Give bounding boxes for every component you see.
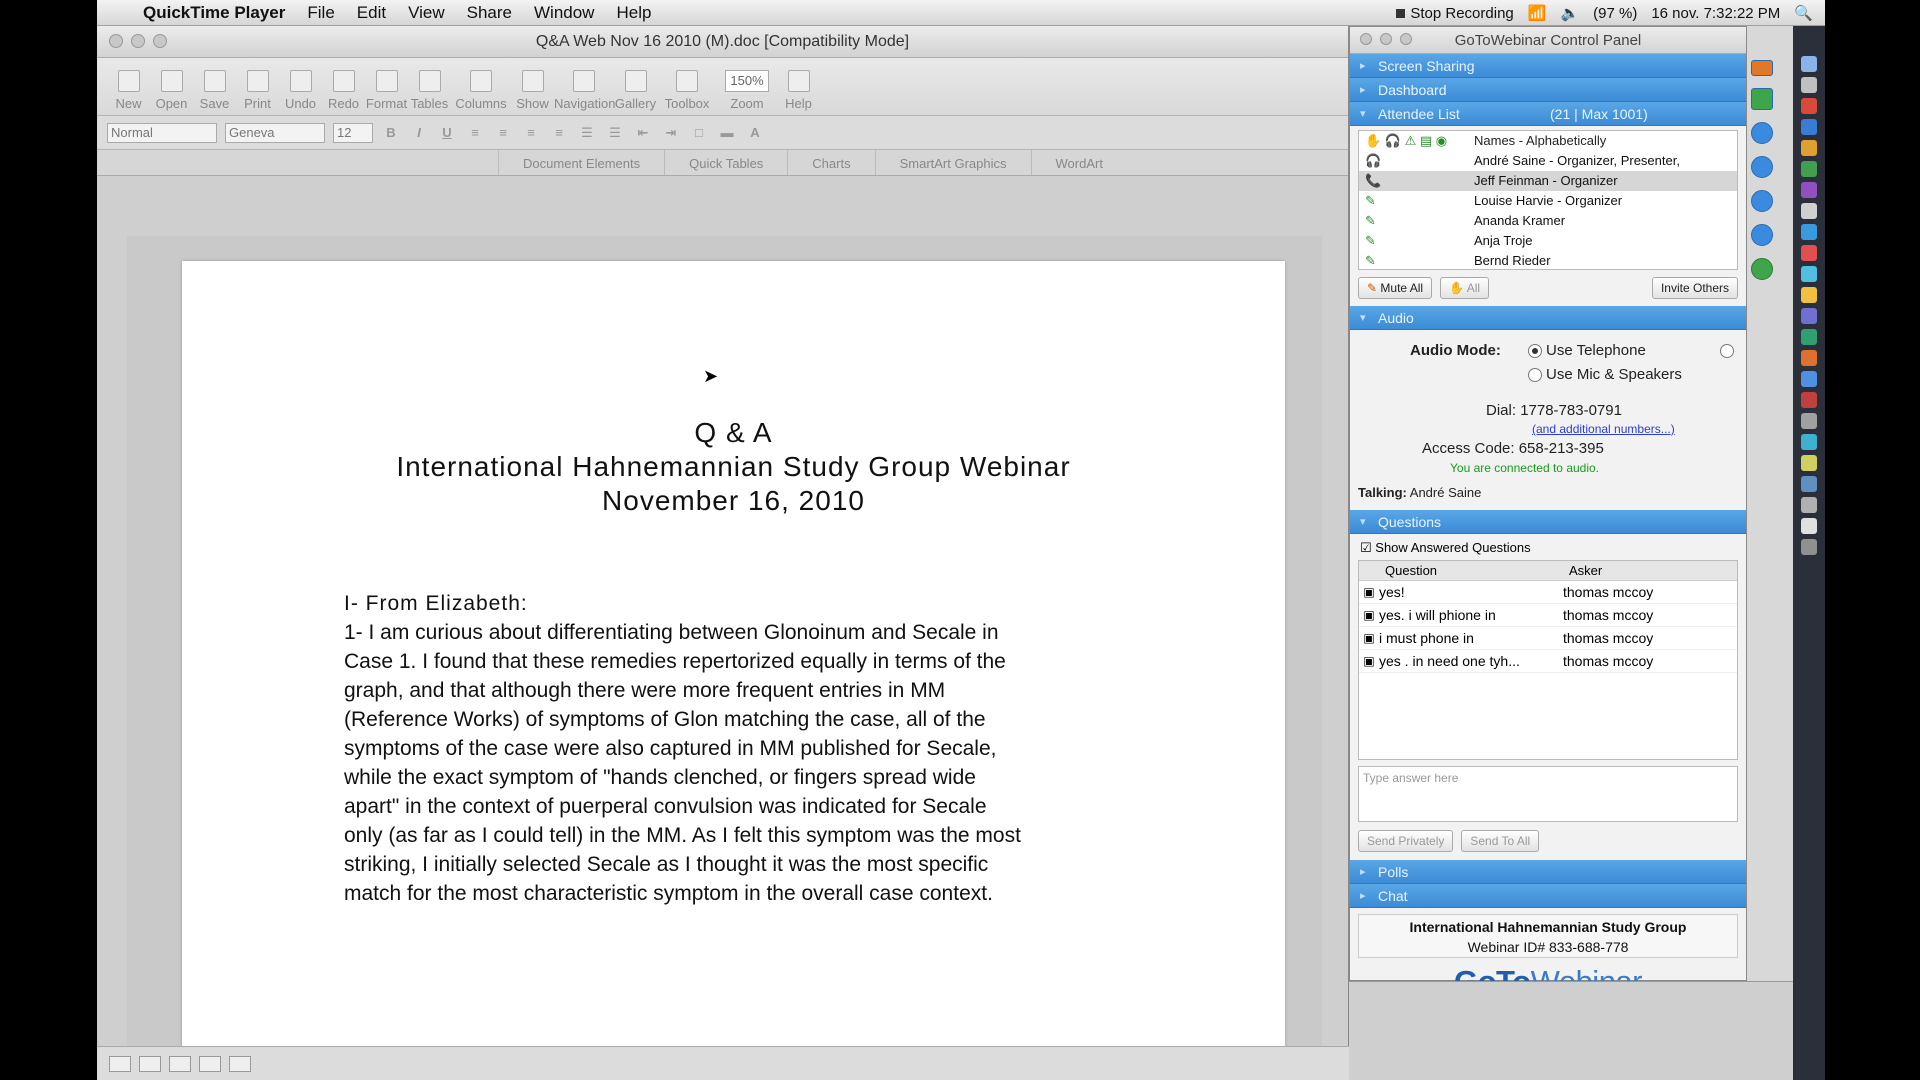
attendee-name: André Saine - Organizer, Presenter, xyxy=(1474,153,1680,168)
background-window xyxy=(1349,981,1793,1080)
pencil-icon: ✎ xyxy=(1365,233,1376,248)
app-icon[interactable] xyxy=(1801,140,1817,156)
webinar-info xyxy=(1358,914,1738,958)
help-icon xyxy=(788,70,810,92)
dial-number: 1778-783-0791 xyxy=(1520,402,1622,419)
doc-section-heading: I- From Elizabeth: xyxy=(344,592,528,615)
settings-circle-icon xyxy=(1720,344,1734,358)
question-icon: ▣ xyxy=(1363,631,1375,645)
gallery-icon xyxy=(625,70,647,92)
doc-line: 1- I am curious about differentiating between Glonoinum and Secale in xyxy=(344,621,999,644)
tab-charts[interactable]: Charts xyxy=(787,150,874,175)
app-icon[interactable] xyxy=(1801,350,1817,366)
highlight-icon[interactable]: ▬ xyxy=(720,125,734,140)
grab-tab-icon[interactable] xyxy=(1751,88,1773,110)
access-code-label: Access Code: xyxy=(1422,440,1515,457)
underline-icon[interactable]: U xyxy=(442,125,452,140)
question-icon: ▣ xyxy=(1363,608,1375,622)
save-disk-icon xyxy=(204,70,226,92)
questions-table[interactable] xyxy=(1358,560,1738,760)
format-label: Format xyxy=(365,96,408,111)
use-mic-radio[interactable] xyxy=(1528,366,1682,383)
talking-label: Talking: xyxy=(1358,485,1407,500)
menu-app-name[interactable]: QuickTime Player xyxy=(143,2,286,22)
gtw-zoom-button[interactable] xyxy=(1400,33,1412,45)
dial-info xyxy=(1486,402,1622,419)
pencil-icon: ✎ xyxy=(1365,213,1376,228)
questions-table-header xyxy=(1359,561,1737,581)
ribbon-tabs xyxy=(97,150,1348,176)
help-label: Help xyxy=(785,96,812,111)
question-row[interactable] xyxy=(1359,581,1737,604)
app-icon[interactable] xyxy=(1801,413,1817,429)
gotowebinar-panel xyxy=(1349,26,1747,981)
preferences-icon[interactable] xyxy=(1801,77,1817,93)
question-text: yes. i will phione in xyxy=(1379,607,1496,623)
document-heading xyxy=(182,416,1285,518)
app-icon[interactable] xyxy=(1801,266,1817,282)
tab-smartart[interactable]: SmartArt Graphics xyxy=(875,150,1031,175)
section-screen-sharing[interactable]: ▸ Screen Sharing xyxy=(1350,54,1746,78)
question-text: yes! xyxy=(1379,584,1405,600)
navigation-label: Navigation xyxy=(554,96,616,111)
question-text: i must phone in xyxy=(1379,630,1474,646)
save-label: Save xyxy=(199,96,230,111)
app-icon[interactable] xyxy=(1801,203,1817,219)
battery-status[interactable]: (97 %) xyxy=(1593,4,1638,22)
talking-indicator xyxy=(1358,485,1481,500)
new-document-icon xyxy=(118,70,140,92)
record-icon xyxy=(1396,9,1405,18)
tables-label: Tables xyxy=(410,96,449,111)
question-text: yes . in need one tyh... xyxy=(1379,653,1520,669)
app-icon[interactable] xyxy=(1801,161,1817,177)
toolbox-icon xyxy=(676,70,698,92)
doc-title-date: November 16, 2010 xyxy=(602,485,865,516)
use-mic-label: Use Mic & Speakers xyxy=(1546,366,1682,383)
undo-label: Undo xyxy=(284,96,317,111)
columns-icon xyxy=(470,70,492,92)
print-layout-view-button[interactable] xyxy=(199,1056,221,1072)
align-right-icon[interactable]: ≡ xyxy=(527,125,535,140)
question-asker: thomas mccoy xyxy=(1563,653,1654,669)
audio-panel xyxy=(1350,330,1746,510)
doc-line: apart" in the context of puerperal convulsion was indicated for Secale xyxy=(344,795,987,818)
col-asker[interactable]: Asker xyxy=(1569,563,1603,578)
navigation-pane-icon xyxy=(573,70,595,92)
open-label: Open xyxy=(155,96,188,111)
zoom-level[interactable]: 150% xyxy=(725,70,769,92)
app-icon[interactable] xyxy=(1801,308,1817,324)
app-icon[interactable] xyxy=(1801,392,1817,408)
undo-button[interactable] xyxy=(279,70,322,115)
align-left-icon[interactable]: ≡ xyxy=(471,125,479,140)
audio-settings-icon[interactable] xyxy=(1720,342,1738,359)
redo-button[interactable] xyxy=(322,70,365,115)
toolbox-label: Toolbox xyxy=(664,96,710,111)
draft-view-button[interactable] xyxy=(109,1056,131,1072)
header-spacer xyxy=(1359,561,1385,580)
question-icon: ▣ xyxy=(1363,654,1375,668)
app-icon[interactable] xyxy=(1801,182,1817,198)
send-privately-button[interactable]: Send Privately xyxy=(1358,830,1453,852)
section-attendee-list[interactable] xyxy=(1350,102,1746,126)
dock xyxy=(1793,26,1825,1080)
font-select[interactable]: Geneva xyxy=(225,123,325,143)
attendee-row[interactable] xyxy=(1359,191,1737,211)
outdent-icon[interactable]: ⇤ xyxy=(637,124,649,140)
question-row[interactable] xyxy=(1359,627,1737,650)
screen xyxy=(97,0,1825,1080)
sort-names-select[interactable]: Names - Alphabetically xyxy=(1474,133,1607,148)
finder-icon[interactable] xyxy=(1801,56,1817,72)
outline-view-button[interactable] xyxy=(139,1056,161,1072)
gallery-button[interactable] xyxy=(614,70,657,115)
wifi-icon[interactable]: 📶 xyxy=(1527,5,1547,22)
status-icon[interactable] xyxy=(1751,258,1773,280)
hand-icon: ✋ xyxy=(1449,281,1465,295)
gtw-title-bar xyxy=(1350,27,1746,54)
screen-icon[interactable] xyxy=(1751,156,1773,178)
all-button[interactable] xyxy=(1440,277,1489,299)
doc-line: only (as far as I could tell) in the MM. As I felt this symptom was the most xyxy=(344,824,1021,847)
redo-icon xyxy=(333,70,355,92)
spotlight-search-icon[interactable]: 🔍 xyxy=(1794,5,1813,22)
audio-connected-status: You are connected to audio. xyxy=(1450,461,1600,475)
italic-icon[interactable]: I xyxy=(417,125,421,140)
attendee-count: (21 | Max 1001) xyxy=(1550,106,1648,122)
attendee-row[interactable] xyxy=(1359,231,1737,251)
additional-numbers-link[interactable]: (and additional numbers...) xyxy=(1532,422,1675,436)
menubar xyxy=(97,0,1825,26)
answer-input[interactable]: Type answer here xyxy=(1358,766,1738,822)
gtw-title: GoToWebinar Control Panel xyxy=(1454,32,1642,49)
open-folder-icon xyxy=(161,70,183,92)
attendee-row[interactable] xyxy=(1359,151,1737,171)
attendee-list-label: Attendee List xyxy=(1378,106,1460,122)
checkbox-checked-icon: ☑ xyxy=(1360,540,1372,555)
access-code: 658-213-395 xyxy=(1518,440,1604,457)
stop-recording-label: Stop Recording xyxy=(1410,4,1514,22)
ruler-bar xyxy=(97,176,1348,208)
menu-help[interactable]: Help xyxy=(616,2,652,22)
document-title: Q&A Web Nov 16 2010 (M).doc [Compatibility Mode] xyxy=(535,33,910,50)
send-buttons xyxy=(1350,822,1746,860)
mouse-pointer-icon: ➤ xyxy=(703,366,719,386)
bold-icon[interactable]: B xyxy=(386,125,396,140)
question-asker: thomas mccoy xyxy=(1563,630,1654,646)
pencil-icon: ✎ xyxy=(1365,193,1376,208)
menu-edit[interactable]: Edit xyxy=(356,2,387,22)
doc-title-group: International Hahnemannian Study Group Webinar xyxy=(396,451,1071,482)
question-row[interactable] xyxy=(1359,650,1737,673)
app-icon[interactable] xyxy=(1801,434,1817,450)
mute-all-button[interactable] xyxy=(1358,277,1432,299)
radio-unselected-icon xyxy=(1528,368,1542,382)
use-telephone-label: Use Telephone xyxy=(1546,342,1646,359)
mute-all-label: Mute All xyxy=(1380,281,1424,295)
new-button[interactable] xyxy=(107,70,150,115)
attendee-table[interactable] xyxy=(1358,130,1738,270)
size-select[interactable]: 12 xyxy=(333,123,373,143)
radio-selected-icon xyxy=(1528,344,1542,358)
gtw-side-controls xyxy=(1749,60,1775,300)
attendee-name: Ananda Kramer xyxy=(1474,213,1566,228)
attendee-name: Bernd Rieder xyxy=(1474,253,1551,268)
app-icon[interactable] xyxy=(1801,224,1817,240)
collapse-panel-icon[interactable] xyxy=(1751,60,1773,76)
section-audio[interactable]: ▾ Audio xyxy=(1350,306,1746,330)
use-telephone-radio[interactable] xyxy=(1528,342,1646,359)
doc-line: symptoms of the case were also captured in MM published for Secale, xyxy=(344,737,997,760)
show-label: Show xyxy=(516,96,549,111)
zoom-window-button[interactable] xyxy=(153,34,167,48)
app-icon[interactable] xyxy=(1801,329,1817,345)
minimize-window-button[interactable] xyxy=(131,34,145,48)
menu-view[interactable]: View xyxy=(408,2,445,22)
print-label: Print xyxy=(244,96,271,111)
standard-toolbar xyxy=(97,58,1348,116)
attendee-table-header xyxy=(1359,131,1737,151)
format-brush-icon xyxy=(376,70,398,92)
trash-icon[interactable] xyxy=(1801,539,1817,555)
redo-label: Redo xyxy=(327,96,360,111)
gtw-minimize-button[interactable] xyxy=(1380,33,1392,45)
word-title-bar xyxy=(97,26,1348,58)
doc-line: graph, and that although there were more frequent entries in MM xyxy=(344,679,946,702)
attendee-row[interactable] xyxy=(1359,171,1737,191)
section-questions[interactable]: ▾ Questions xyxy=(1350,510,1746,534)
pencil-icon: ✎ xyxy=(1367,281,1378,295)
print-button[interactable] xyxy=(236,70,279,115)
show-answered-checkbox[interactable] xyxy=(1350,534,1746,560)
columns-button[interactable] xyxy=(451,70,511,115)
app-icon[interactable] xyxy=(1801,476,1817,492)
webcam-icon[interactable] xyxy=(1751,224,1773,246)
menubar-status xyxy=(1396,0,1813,26)
show-answered-label: Show Answered Questions xyxy=(1375,540,1531,555)
navigation-button[interactable] xyxy=(554,70,614,115)
table-icon xyxy=(419,70,441,92)
show-button[interactable] xyxy=(511,70,554,115)
doc-line: Case 1. I found that these remedies repertorized equally in terms of the xyxy=(344,650,1006,673)
document-page[interactable] xyxy=(182,261,1285,1080)
app-icon[interactable] xyxy=(1801,371,1817,387)
new-label: New xyxy=(115,96,142,111)
open-button[interactable] xyxy=(150,70,193,115)
attendee-row[interactable] xyxy=(1359,251,1737,270)
stop-recording-button[interactable] xyxy=(1396,5,1513,22)
question-row[interactable] xyxy=(1359,604,1737,627)
menu-file[interactable]: File xyxy=(307,2,335,22)
section-dashboard[interactable]: ▸ Dashboard xyxy=(1350,78,1746,102)
dial-label: Dial: xyxy=(1486,402,1517,419)
webinar-name: International Hahnemannian Study Group xyxy=(1409,919,1687,935)
question-asker: thomas mccoy xyxy=(1563,584,1654,600)
app-icon[interactable] xyxy=(1801,518,1817,534)
pause-icon[interactable] xyxy=(1751,122,1773,144)
pilcrow-icon xyxy=(522,70,544,92)
zoom-control[interactable] xyxy=(717,70,777,115)
doc-line: (Reference Works) of symptoms of Glon matching the case, all of the xyxy=(344,708,986,731)
style-select[interactable]: Normal xyxy=(107,123,217,143)
invite-others-button[interactable]: Invite Others xyxy=(1652,277,1738,299)
tab-quick-tables[interactable]: Quick Tables xyxy=(664,150,787,175)
attendee-name: Jeff Feinman - Organizer xyxy=(1474,173,1618,188)
gtw-close-button[interactable] xyxy=(1360,33,1372,45)
tables-button[interactable] xyxy=(408,70,451,115)
printer-icon xyxy=(247,70,269,92)
question-icon: ▣ xyxy=(1363,585,1375,599)
indent-icon[interactable]: ⇥ xyxy=(665,124,677,140)
attendee-row[interactable] xyxy=(1359,211,1737,231)
close-window-button[interactable] xyxy=(109,34,123,48)
attendee-name: Anja Troje xyxy=(1474,233,1533,248)
gallery-label: Gallery xyxy=(614,96,657,111)
col-question[interactable]: Question xyxy=(1385,563,1438,578)
font-color-icon[interactable]: A xyxy=(750,125,760,140)
undo-icon xyxy=(290,70,312,92)
document-scroll-area[interactable] xyxy=(127,236,1322,1066)
word-window xyxy=(97,26,1349,1080)
doc-line: match for the most characteristic symptom in the overall case context. xyxy=(344,882,993,905)
webinar-id: Webinar ID# 833-688-778 xyxy=(1467,939,1629,955)
notebook-view-button[interactable] xyxy=(229,1056,251,1072)
attendee-column-icons: ✋ 🎧 ⚠ ▤ ◉ xyxy=(1365,133,1448,148)
help-button[interactable] xyxy=(777,70,820,115)
window-controls xyxy=(109,34,167,48)
toolbox-button[interactable] xyxy=(657,70,717,115)
bullets-icon[interactable]: ☰ xyxy=(581,124,593,140)
talking-name: André Saine xyxy=(1409,485,1482,500)
align-center-icon[interactable]: ≡ xyxy=(499,125,507,140)
view-buttons-bar xyxy=(97,1046,1349,1080)
doc-line: striking, I initially selected Secale as I thought it was the most specific xyxy=(344,853,989,876)
app-icon[interactable] xyxy=(1801,119,1817,135)
clock[interactable]: 16 nov. 7:32:22 PM xyxy=(1651,4,1781,22)
pencil-icon: ✎ xyxy=(1365,253,1376,268)
menu-share[interactable]: Share xyxy=(466,2,512,22)
all-label: All xyxy=(1466,281,1481,295)
send-to-all-button[interactable]: Send To All xyxy=(1461,830,1539,852)
formatting-toolbar xyxy=(97,116,1348,150)
app-icon[interactable] xyxy=(1801,497,1817,513)
document-body xyxy=(344,589,1144,908)
save-button[interactable] xyxy=(193,70,236,115)
columns-label: Columns xyxy=(455,96,507,111)
tab-document-elements[interactable]: Document Elements xyxy=(498,150,664,175)
tab-wordart[interactable]: WordArt xyxy=(1031,150,1127,175)
attendee-actions xyxy=(1350,270,1746,306)
headset-icon: 🎧 xyxy=(1365,153,1382,168)
audio-mode-label: Audio Mode: xyxy=(1410,342,1501,359)
app-icon[interactable] xyxy=(1801,287,1817,303)
microphone-icon[interactable] xyxy=(1751,190,1773,212)
menu-window[interactable]: Window xyxy=(534,2,595,22)
section-chat[interactable]: ▸ Chat xyxy=(1350,884,1746,908)
format-button[interactable] xyxy=(365,70,408,115)
volume-icon[interactable]: 🔈 xyxy=(1560,5,1580,22)
publishing-view-button[interactable] xyxy=(169,1056,191,1072)
gtw-window-controls xyxy=(1360,33,1412,45)
phone-icon: 📞 xyxy=(1365,173,1382,188)
access-code-info xyxy=(1422,440,1604,457)
app-icon[interactable] xyxy=(1801,245,1817,261)
numbering-icon[interactable]: ☰ xyxy=(609,124,621,140)
attendee-name: Louise Harvie - Organizer xyxy=(1474,193,1623,208)
question-asker: thomas mccoy xyxy=(1563,607,1654,623)
doc-title-qa: Q & A xyxy=(694,417,773,448)
app-icon[interactable] xyxy=(1801,98,1817,114)
app-icon[interactable] xyxy=(1801,455,1817,471)
section-polls[interactable]: ▸ Polls xyxy=(1350,860,1746,884)
justify-icon[interactable]: ≡ xyxy=(555,125,563,140)
doc-line: while the exact symptom of "hands clenched, or fingers spread wide xyxy=(344,766,976,789)
borders-icon[interactable]: □ xyxy=(695,125,703,140)
zoom-label: Zoom xyxy=(730,96,764,111)
